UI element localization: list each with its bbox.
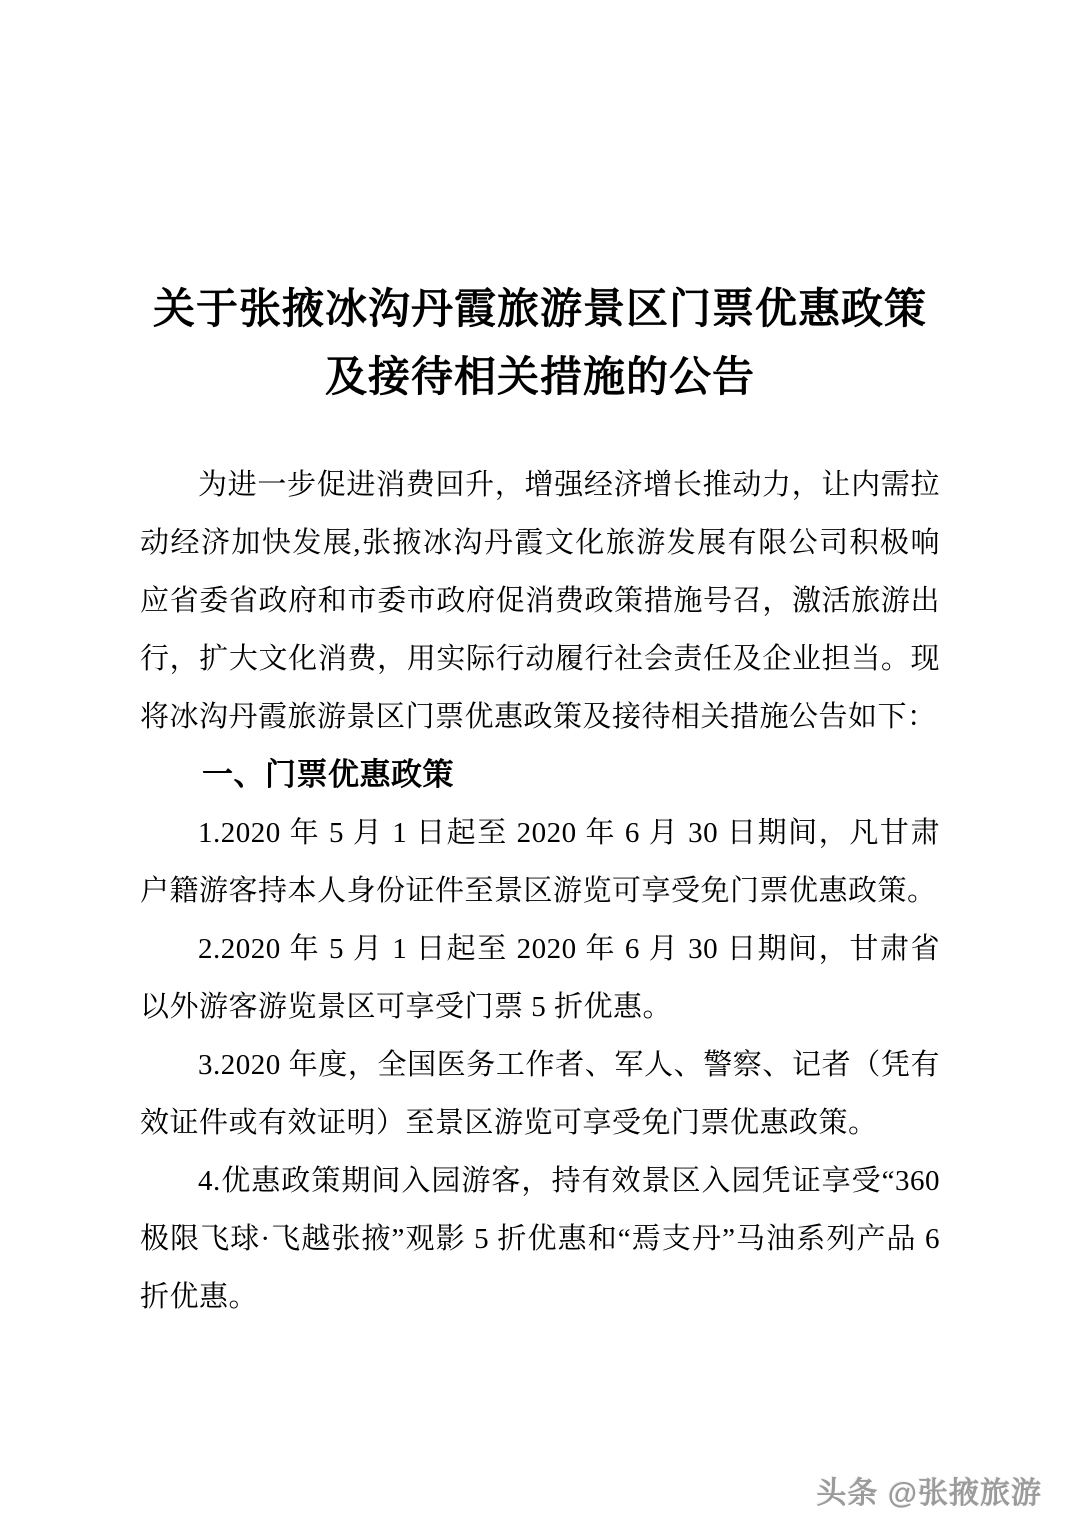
toutiao-watermark: 头条 @张掖旅游 [816, 1477, 1042, 1510]
document-title-line-1: 关于张掖冰沟丹霞旅游景区门票优惠政策 [152, 287, 927, 333]
document-title-line-2: 及接待相关措施的公告 [324, 355, 755, 401]
section-heading-ticket-policy: 一、门票优惠政策 [202, 757, 454, 792]
policy-item-4: 4.优惠政策期间入园游客，持有效景区入园凭证享受“360 极限飞球·飞越张掖”观影 5 折优惠和“焉支丹”马油系列产品 6 折优惠。 [140, 1165, 940, 1313]
document-title [140, 276, 940, 412]
policy-item-3: 3.2020 年度，全国医务工作者、军人、警察、记者（凭有效证件或有效证明）至景区游览可享受免门票优惠政策。 [140, 1049, 940, 1139]
intro-paragraph: 为进一步促进消费回升，增强经济增长推动力，让内需拉动经济加快发展,张掖冰沟丹霞文化旅游发展有限公司积极响应省委省政府和市委市政府促消费政策措施号召，激活旅游出行，扩大文化消费，用实际行动履行社会责任及企业担当。现将冰沟丹霞旅游景区门票优惠政策及接待相关措施公告如下： [140, 469, 940, 733]
policy-item-1: 1.2020 年 5 月 1 日起至 2020 年 6 月 30 日期间，凡甘肃户籍游客持本人身份证件至景区游览可享受免门票优惠政策。 [140, 817, 940, 907]
policy-item-2: 2.2020 年 5 月 1 日起至 2020 年 6 月 30 日期间，甘肃省以外游客游览景区可享受门票 5 折优惠。 [140, 933, 940, 1023]
